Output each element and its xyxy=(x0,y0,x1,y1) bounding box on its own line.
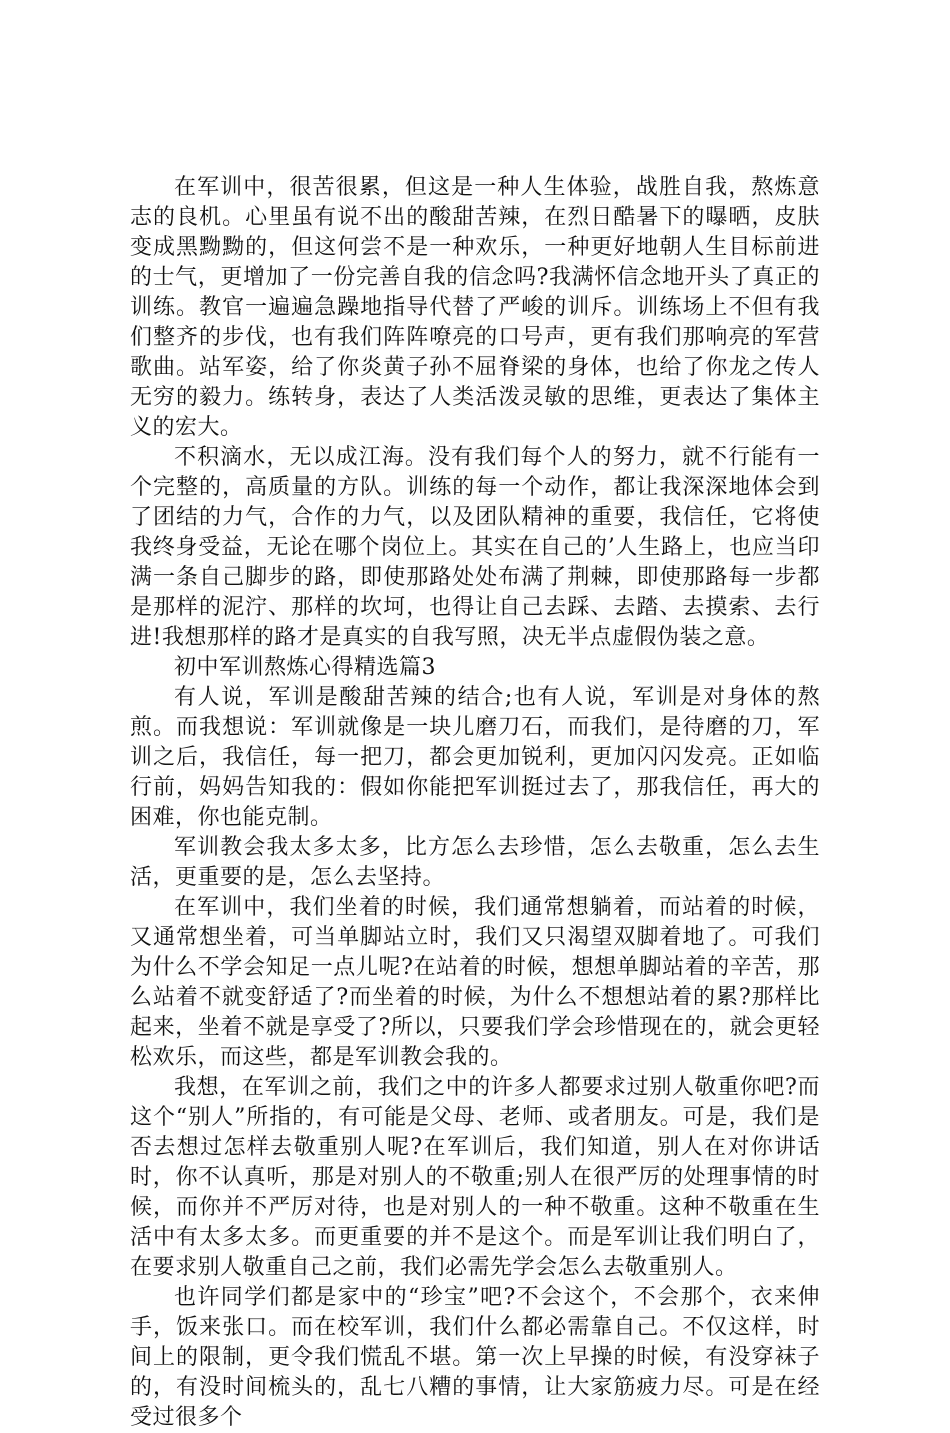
section-heading: 初中军训熬炼心得精选篇3 xyxy=(174,655,436,680)
paragraph-cherish: 在军训中，我们坐着的时候，我们通常想躺着，而站着的时候，又通常想坐着，可当单脚站立时，我们又只渴望双脚着地了。可我们为什么不学会知足一点儿呢?在站着的时候，想想单脚站着的辛苦，那么站着不就变舒适了?而坐着的时候，为什么不想想站着的累?那样比起来，坐着不就是享受了?所以，只要我们学会珍惜现在的，就会更轻松欢乐，而这些，都是军训教会我的。 xyxy=(130,895,820,1070)
paragraph-lessons: 军训教会我太多太多，比方怎么去珍惜，怎么去敬重，怎么去生活，更重要的是，怎么去坚持。 xyxy=(130,835,820,890)
paragraph-respect: 我想，在军训之前，我们之中的许多人都要求过别人敬重你吧?而这个“别人”所指的，有可能是父母、老师、或者朋友。可是，我们是否去想过怎样去敬重别人呢?在军训后，我们知道，别人在对你讲话时，你不认真听，那是对别人的不敬重;别人在很严厉的处理事情的时候，而你并不严厉对待，也是对别人的一种不敬重。这种不敬重在生活中有太多太多。而更重要的并不是这个。而是军训让我们明白了，在要求别人敬重自己之前，我们必需先学会怎么去敬重别人。 xyxy=(130,1075,820,1280)
paragraph-teamwork: 不积滴水，无以成江海。没有我们每个人的努力，就不行能有一个完整的，高质量的方队。训练的每一个动作，都让我深深地体会到了团结的力气，合作的力气，以及团队精神的重要，我信任，它将使我终身受益，无论在哪个岗位上。其实在自己的’人生路上，也应当印满一条自己脚步的路，即使那路处处布满了荆棘，即使那路每一步都是那样的泥泞、那样的坎坷，也得让自己去踩、去踏、去摸索、去行进!我想那样的路才是真实的自我写照，决无半点虚假伪装之意。 xyxy=(130,445,820,650)
document-page xyxy=(130,173,820,1433)
paragraph-whetstone: 有人说，军训是酸甜苦辣的结合;也有人说，军训是对身体的熬煎。而我想说：军训就像是一块儿磨刀石，而我们，是待磨的刀，军训之后，我信任，每一把刀，都会更加锐利，更加闪闪发亮。正如临行前，妈妈告知我的：假如你能把军训挺过去了，那我信任，再大的困难，你也能克制。 xyxy=(130,685,820,830)
paragraph-military-training-experience: 在军训中，很苦很累，但这是一种人生体验，战胜自我，熬炼意志的良机。心里虽有说不出的酸甜苦辣，在烈日酷暑下的曝晒，皮肤变成黑黝黝的，但这何尝不是一种欢乐，一种更好地朝人生目标前进的士气，更增加了一份完善自我的信念吗?我满怀信念地开头了真正的训练。教官一遍遍急躁地指导代替了严峻的训斥。训练场上不但有我们整齐的步伐，也有我们阵阵嘹亮的口号声，更有我们那响亮的军营歌曲。站军姿，给了你炎黄子孙不屈脊梁的身体，也给了你龙之传人无穷的毅力。练转身，表达了人类活泼灵敏的思维，更表达了集体主义的宏大。 xyxy=(130,175,820,440)
paragraph-self-reliance: 也许同学们都是家中的“珍宝”吧?不会这个，不会那个，衣来伸手，饭来张口。而在校军训，我们什么都必需靠自己。不仅这样，时间上的限制，更令我们慌乱不堪。第一次上早操的时候，有没穿袜子的，有没时间梳头的，乱七八糟的事情，让大家筋疲力尽。可是在经受过很多个 xyxy=(130,1285,820,1430)
